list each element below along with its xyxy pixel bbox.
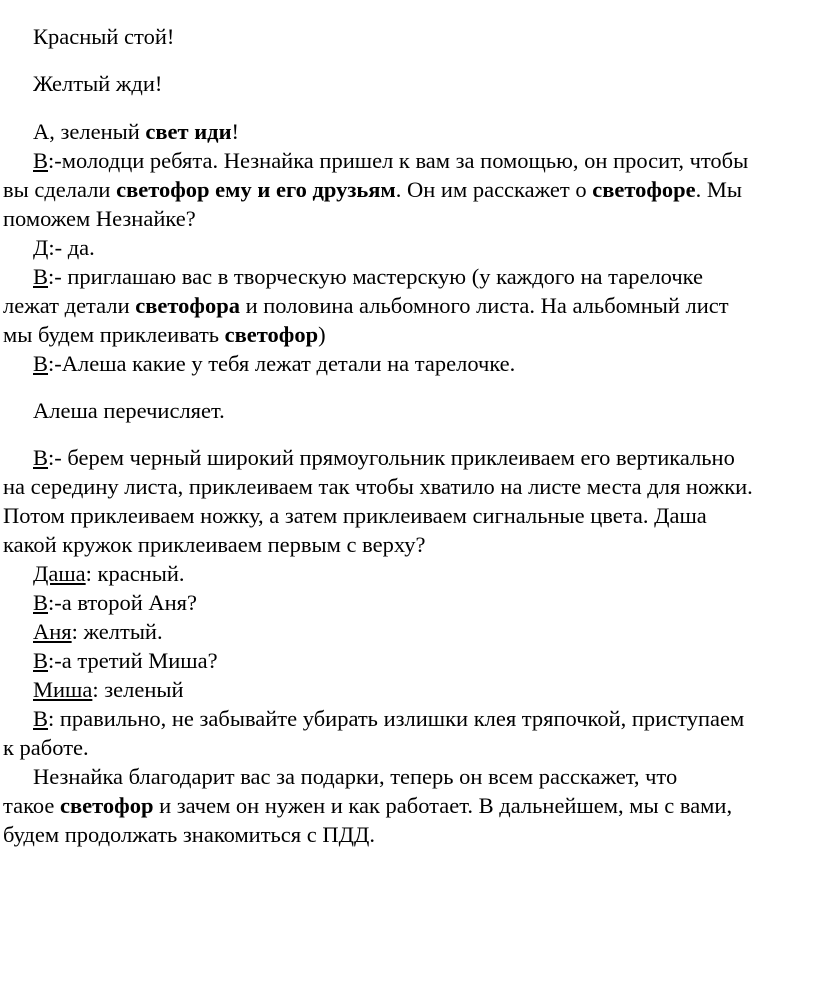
paragraph-green-go: [3, 117, 813, 146]
text-line: Красный стой!: [33, 24, 175, 49]
text-line: [3, 320, 813, 349]
text-line: [3, 791, 813, 820]
text-segment: . Он им расскажет о: [395, 177, 593, 202]
text-segment: :- да.: [48, 235, 95, 260]
speaker-label: В: [33, 648, 49, 673]
text-segment: : зеленый: [92, 677, 184, 702]
text-line: Алеша перечисляет.: [33, 398, 225, 423]
speaker-label: Аня: [33, 619, 72, 644]
text-segment: : красный.: [85, 561, 185, 586]
bold-phrase: светофор: [224, 322, 319, 347]
text-line: [3, 291, 813, 320]
text-line: будем продолжать знакомиться с ПДД.: [3, 822, 375, 847]
paragraph-alesha-lists: [3, 396, 813, 425]
text-segment: и половина альбомного листа. На альбомный лист: [239, 293, 729, 318]
text-line: [3, 175, 813, 204]
text-segment: лежат детали: [3, 293, 136, 318]
bold-phrase: светофор ему и его друзьям: [116, 177, 396, 202]
speaker-label: В: [33, 706, 49, 731]
speaker-label: Даша: [33, 561, 86, 586]
bold-phrase: светофоре: [592, 177, 696, 202]
text-segment: : правильно, не забывайте убирать излишки клея тряпочкой, приступаем: [48, 706, 745, 731]
text-segment: :-Алеша какие у тебя лежат детали на тарелочке.: [48, 351, 516, 376]
text-line: какой кружок приклеиваем первым с верху?: [3, 532, 426, 557]
paragraph-start-work: [3, 704, 813, 762]
text-segment: :-а второй Аня?: [48, 590, 198, 615]
paragraph-second-question: [3, 588, 813, 617]
text-line: Незнайка благодарит вас за подарки, теперь он всем расскажет, что: [33, 764, 678, 789]
paragraph-dasha-answer: [3, 559, 813, 588]
paragraph-instructions: [3, 443, 813, 559]
text-segment: :-а третий Миша?: [48, 648, 218, 673]
text-line: [3, 146, 813, 175]
text-segment: такое: [3, 793, 61, 818]
text-segment: :- приглашаю вас в творческую мастерскую (у каждого на тарелочке: [48, 264, 704, 289]
paragraph-teacher-intro: [3, 146, 813, 233]
text-segment: !: [231, 119, 240, 144]
paragraph-children-yes: [3, 233, 813, 262]
text-line: Потом приклеиваем ножку, а затем приклеиваем сигнальные цвета. Даша: [3, 503, 707, 528]
text-segment: :-молодци ребята. Незнайка пришел к вам за помощью, он просит, чтобы: [48, 148, 749, 173]
speaker-label: В: [33, 148, 49, 173]
paragraph-alesha-question: [3, 349, 813, 378]
text-segment: . Мы: [695, 177, 743, 202]
text-line: [3, 704, 813, 733]
paragraph-misha-answer: [3, 675, 813, 704]
text-segment: мы будем приклеивать: [3, 322, 225, 347]
text-segment: : желтый.: [71, 619, 163, 644]
bold-phrase: светофор: [60, 793, 154, 818]
text-line: поможем Незнайке?: [3, 206, 196, 231]
text-line: [3, 262, 813, 291]
text-segment: и зачем он нужен и как работает. В дальнейшем, мы с вами,: [153, 793, 733, 818]
bold-phrase: свет иди: [145, 119, 232, 144]
text-line: [3, 443, 813, 472]
text-segment: вы сделали: [3, 177, 117, 202]
text-segment: А, зеленый: [33, 119, 146, 144]
paragraph-conclusion: [3, 762, 813, 849]
paragraph-anya-answer: [3, 617, 813, 646]
text-line: к работе.: [3, 735, 89, 760]
paragraph-workshop-invite: [3, 262, 813, 349]
speaker-label: В: [33, 590, 49, 615]
paragraph-red-stop: [3, 22, 813, 51]
paragraph-yellow-wait: [3, 69, 813, 98]
speaker-label: В: [33, 264, 49, 289]
text-segment: ): [318, 322, 326, 347]
bold-phrase: светофора: [135, 293, 240, 318]
speaker-label: В: [33, 351, 49, 376]
text-line: Желтый жди!: [33, 71, 163, 96]
paragraph-third-question: [3, 646, 813, 675]
speaker-label: Д: [33, 235, 49, 260]
speaker-label: В: [33, 445, 49, 470]
text-segment: :- берем черный широкий прямоугольник приклеиваем его вертикально: [48, 445, 735, 470]
text-line: на середину листа, приклеиваем так чтобы хватило на листе места для ножки.: [3, 474, 753, 499]
speaker-label: Миша: [33, 677, 93, 702]
